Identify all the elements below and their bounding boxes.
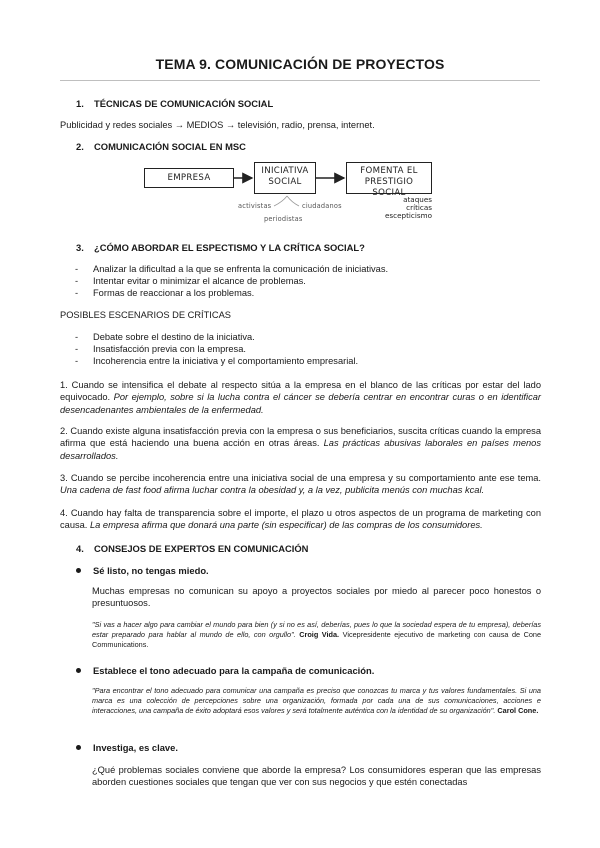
list-item: - Formas de reaccionar a los problemas. [75,287,388,299]
tip-2-label: Establece el tono adecuado para la campaña de comunicación. [93,665,375,676]
tip-3-title [76,742,178,753]
note-ataques-block [380,196,432,221]
scenario-paragraph-1 [60,379,541,416]
section-4-title: CONSEJOS DE EXPERTOS EN COMUNICACIÓN [94,543,309,554]
paragraph-2-text: 2. Cuando existe alguna insatisfacción previa con la empresa o sus beneficiarios, suscita críticas cuando la empresa afirma que está haciendo una buena acción en otras áreas. [60,426,541,449]
bullet-icon [76,568,81,573]
tip-2-title [76,665,374,676]
section-3-number: 3. [76,242,84,253]
note-escepticismo: escepticismo [384,211,432,221]
bullet-icon [76,745,81,750]
section-4-number: 4. [76,543,84,554]
paragraph-3-text: 3. Cuando se percibe incoherencia entre una iniciativa social de una empresa y su comportamiento ante ese tema. [60,473,541,483]
diagram-line-left [274,196,287,206]
paragraph-4-text: 4. Cuando hay falta de transparencia sobre el importe, el plazo u otros aspectos de un programa de marketing con causa. [60,508,541,531]
tip-2-quote-text: "Para encontrar el tono adecuado para comunicar una campaña es preciso que conozcas tu marca y tus valores fundamentales. Si una marca es una colección de percepciones sobre una organización, formada por cada una de sus comunicaciones, acciones e interacciones, una campaña de éxito adoptará esos valores y será totalmente auténtica con la identidad de su organización". [92,686,541,716]
tip-3-label: Investiga, es clave. [93,742,178,753]
paragraph-3-example: Una cadena de fast food afirma luchar contra la obesidad y, a la vez, publicita menús con muchas kcal. [60,485,485,496]
paragraph-2-example: Las prácticas abusivas laborales en países menos desarrollados. [60,438,541,461]
scenario-paragraph-3 [60,472,541,497]
tip-1-quote-role: Vicepresidente ejecutivo de marketing con causa de Cone Communications. [92,630,542,650]
section-2-number: 2. [76,141,84,152]
scenario-paragraph-2 [60,425,541,462]
tip-1-quote-author: Croig Vida. [299,630,340,640]
bullet-icon [76,668,81,673]
scenario-paragraph-4 [60,507,541,532]
section-1-number: 1. [76,98,84,109]
list-item: - Debate sobre el destino de la iniciativa. [75,331,358,343]
list-item: - Analizar la dificultad a la que se enfrenta la comunicación de iniciativas. [75,263,388,275]
note-activistas: activistas [238,202,272,210]
box-iniciativa-line1: INICIATIVA [261,166,309,176]
box-empresa: EMPRESA [144,168,234,188]
tip-1-quote-text: "Si vas a hacer algo para cambiar el mundo para bien (y si no es así, deberías, pues lo que la sociedad espera de tu empresa), deberías estar preparado para hablar al mundo de ello, con orgullo". [92,620,541,640]
box-prestigio-line1: FOMENTA EL [360,166,418,176]
section-2-heading [76,141,246,152]
diagram-line-right [287,196,299,206]
section-4-heading [76,543,308,554]
box-prestigio-line2: PRESTIGIO SOCIAL [364,177,414,198]
scenarios-title: POSIBLES ESCENARIOS DE CRÍTICAS [60,310,232,320]
box-iniciativa-social [254,162,316,194]
scenarios-list [75,331,358,368]
box-prestigio-social [346,162,432,198]
section-1-title: TÉCNICAS DE COMUNICACIÓN SOCIAL [94,98,274,109]
note-criticas: críticas [406,203,432,213]
list-item: - Incoherencia entre la iniciativa y el comportamiento empresarial. [75,355,358,367]
tip-2-quote [92,686,541,717]
note-periodistas: periodistas [264,215,303,223]
section-1-heading [76,98,273,109]
tip-1-label: Sé listo, no tengas miedo. [93,565,209,576]
msc-diagram [140,160,460,230]
section-3-list [75,263,388,300]
note-ataques: ataques [403,195,432,204]
paragraph-1-text: 1. Cuando se intensifica el debate al respecto sitúa a la empresa en el blanco de las críticas por estar del lado equivocado. [60,380,541,403]
list-item: - Insatisfacción previa con la empresa. [75,343,358,355]
title-divider [60,80,540,81]
tip-1-quote [92,620,541,651]
box-iniciativa-line2: SOCIAL [268,177,302,187]
paragraph-4-example: La empresa afirma que donará una parte (sin especificar) de las compras de los consumidores. [89,520,483,531]
page-title: TEMA 9. COMUNICACIÓN DE PROYECTOS [155,56,445,72]
list-item: - Intentar evitar o minimizar el alcance de problemas. [75,275,388,287]
tip-3-body: ¿Qué problemas sociales conviene que aborde la empresa? Los consumidores esperan que las empresas aborden cuestiones sociales que tengan que ver con sus negocios y que estén conectadas [92,765,541,788]
note-ciudadanos: ciudadanos [302,202,342,210]
tip-1-title [76,565,209,576]
section-3-title: ¿CÓMO ABORDAR EL ESPECTISMO Y LA CRÍTICA SOCIAL? [94,242,365,253]
section-1-text: Publicidad y redes sociales → MEDIOS → televisión, radio, prensa, internet. [60,120,375,130]
section-2-title: COMUNICACIÓN SOCIAL EN MSC [94,141,246,152]
tip-1-body: Muchas empresas no comunican su apoyo a proyectos sociales por miedo al parecer poco honestos o presuntuosos. [92,586,541,609]
section-3-heading [76,242,365,253]
tip-2-quote-author: Carol Cone. [497,706,539,716]
paragraph-1-example: Por ejemplo, sobre si la lucha contra el cáncer se debería centrar en encontrar curas o en identificar desencadenantes ambientales de la enfermedad. [60,392,541,415]
